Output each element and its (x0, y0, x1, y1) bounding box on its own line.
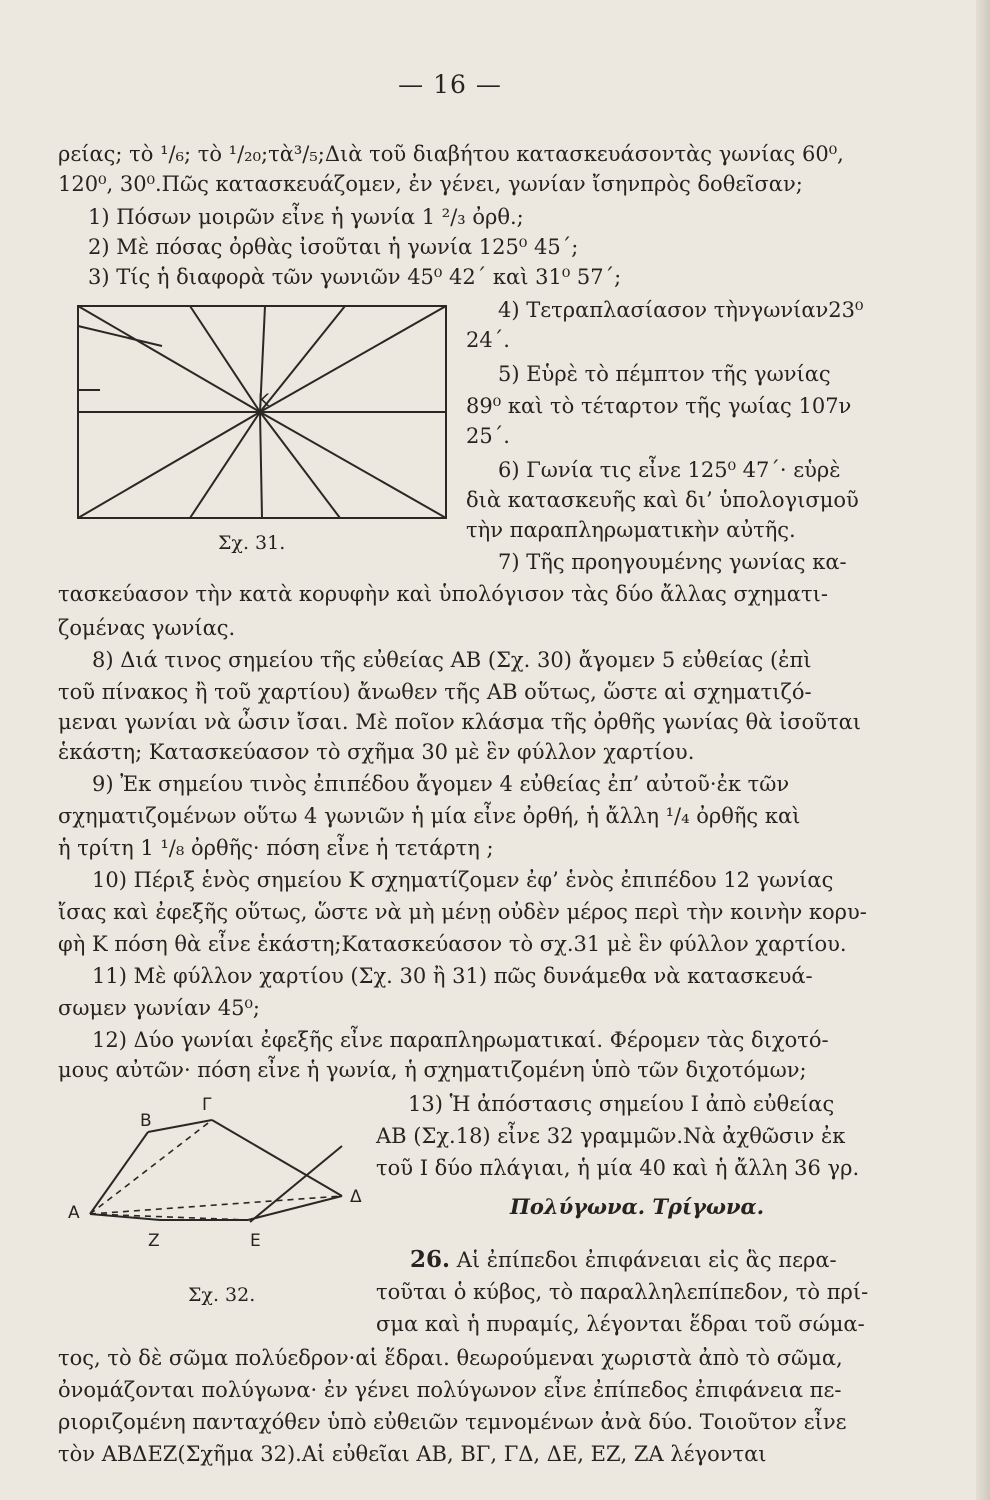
text-line: ζομένας γωνίας. (58, 616, 236, 640)
text-line: ἑκάστη; Κατασκεύασον τὸ σχῆμα 30 μὲ ἓν φύλλον χαρτίου. (58, 740, 695, 764)
vertex-label-z: Z (148, 1231, 160, 1251)
figure-31 (70, 300, 460, 560)
text-line: 24΄. (466, 328, 510, 352)
text-line: τοῦται ὁ κύβος, τὸ παραλληλεπίπεδον, τὸ πρί- (376, 1280, 869, 1304)
section-26-line (410, 1246, 837, 1274)
exercise-7: 7) Τῆς προηγουμένης γωνίας κα- (498, 550, 847, 574)
text-line: φὴ Κ πόση θὰ εἶνε ἑκάστη;Κατασκεύασον τὸ σχ.31 μὲ ἓν φύλλον χαρτίου. (58, 932, 847, 956)
text-line: τος, τὸ δὲ σῶμα πολύεδρον·αἱ ἕδραι. θεωρούμεναι χωριστὰ ἀπὸ τὸ σῶμα, (58, 1346, 843, 1370)
text-line: σχηματιζομένων οὕτω 4 γωνιῶν ἡ μία εἶνε ὀρθή, ἡ ἄλλη ¹/₄ ὀρθῆς καὶ (58, 804, 801, 828)
exercise-1: 1) Πόσων μοιρῶν εἶνε ἡ γωνία 1 ²/₃ ὀρθ.; (88, 205, 524, 229)
text-line: τὴν παραπληρωματικὴν αὐτῆς. (466, 518, 796, 542)
vertex-label-a: A (68, 1203, 80, 1223)
text-line: 89⁰ καὶ τὸ τέταρτον τῆς γωίας 107ν (466, 394, 852, 418)
vertex-label-d: Δ (350, 1187, 362, 1207)
text-line: 120⁰, 30⁰.Πῶς κατασκευάζομεν, ἐν γένει, γωνίαν ἴσηνπρὸς δοθεῖσαν; (58, 172, 803, 196)
vertex-label-g: Γ (202, 1095, 212, 1115)
vertex-label-b: B (140, 1111, 152, 1131)
text-line: ἡ τρίτη 1 ¹/₈ ὀρθῆς· πόση εἶνε ἡ τετάρτη ; (58, 836, 494, 860)
exercise-3: 3) Τίς ἡ διαφορὰ τῶν γωνιῶν 45⁰ 42΄ καὶ 31⁰ 57΄; (88, 265, 622, 289)
figure-32-caption: Σχ. 32. (188, 1284, 256, 1306)
vertex-label-e: E (250, 1231, 261, 1251)
exercise-12: 12) Δύο γωνίαι ἐφεξῆς εἶνε παραπληρωματικαί. Φέρομεν τὰς διχοτό- (92, 1028, 829, 1052)
text-line: τασκεύασον τὴν κατὰ κορυφὴν καὶ ὑπολόγισον τὰς δύο ἄλλας σχηματι- (58, 582, 828, 606)
text-line: ὀνομάζονται πολύγωνα· ἐν γένει πολύγωνον εἶνε ἐπίπεδος ἐπιφάνεια πε- (58, 1378, 842, 1402)
figure-31-caption: Σχ. 31. (218, 532, 286, 554)
exercise-2: 2) Μὲ πόσας ὀρθὰς ἰσοῦται ἡ γωνία 125⁰ 45΄; (88, 235, 579, 259)
text-line: μους αὐτῶν· πόση εἶνε ἡ γωνία, ἡ σχηματιζομένη ὑπὸ τῶν διχοτόμων; (58, 1058, 807, 1082)
text-line: ΑΒ (Σχ.18) εἶνε 32 γραμμῶν.Νὰ ἀχθῶσιν ἐκ (376, 1124, 846, 1148)
exercise-4: 4) Τετραπλασίασον τὴνγωνίαν23⁰ (498, 298, 864, 322)
text-line: 25΄. (466, 424, 510, 448)
page-edge-shadow (976, 0, 990, 1500)
exercise-9: 9) Ἐκ σημείου τινὸς ἐπιπέδου ἄγομεν 4 εὐθείας ἐπ’ αὐτοῦ·ἐκ τῶν (92, 772, 790, 796)
text-line: διὰ κατασκευῆς καὶ δι’ ὑπολογισμοῦ (466, 488, 859, 512)
exercise-10: 10) Πέριξ ἑνὸς σημείου Κ σχηματίζομεν ἐφ’ ἑνὸς ἐπιπέδου 12 γωνίας (92, 868, 834, 892)
text-line: σμα καὶ ἡ πυραμίς, λέγονται ἕδραι τοῦ σώμα- (376, 1312, 865, 1336)
figure-32 (60, 1092, 380, 1262)
exercise-13: 13) Ἡ ἀπόστασις σημείου Ι ἀπὸ εὐθείας (408, 1092, 835, 1116)
section-text: Αἱ ἐπίπεδοι ἐπιφάνειαι εἰς ἃς περα- (456, 1248, 837, 1272)
text-line: ρείας; τὸ ¹/₆; τὸ ¹/₂₀;τὰ³/₅;Διὰ τοῦ διαβήτου κατασκευάσοντὰς γωνίας 60⁰, (58, 142, 844, 166)
exercise-8: 8) Διά τινος σημείου τῆς εὐθείας ΑΒ (Σχ. 30) ἄγομεν 5 εὐθείας (ἐπὶ (92, 648, 812, 672)
exercise-11: 11) Μὲ φύλλον χαρτίου (Σχ. 30 ἢ 31) πῶς δυνάμεθα νὰ κατασκευά- (92, 964, 813, 988)
text-line: ἴσας καὶ ἐφεξῆς οὕτως, ὥστε νὰ μὴ μένῃ οὐδὲν μέρος περὶ τὴν κοινὴν κορυ- (58, 900, 867, 924)
exercise-6: 6) Γωνία τις εἶνε 125⁰ 47΄· εὑρὲ (498, 458, 841, 482)
text-line: σωμεν γωνίαν 45⁰; (58, 996, 260, 1020)
section-heading: Πολύγωνα. Τρίγωνα. (510, 1194, 765, 1219)
exercise-5: 5) Εὑρὲ τὸ πέμπτον τῆς γωνίας (498, 362, 831, 386)
section-number: 26. (410, 1246, 451, 1273)
text-line: ριοριζομένη πανταχόθεν ὑπὸ εὐθειῶν τεμνομένων ἀνὰ δύο. Τοιοῦτον εἶνε (58, 1410, 847, 1434)
figure-31-center-label: Κ (258, 391, 270, 411)
page-number: — 16 — (398, 70, 502, 99)
text-line: μεναι γωνίαι νὰ ὦσιν ἴσαι. Μὲ ποῖον κλάσμα τῆς ὀρθῆς γωνίας θὰ ἰσοῦται (58, 710, 861, 734)
text-line: τοῦ Ι δύο πλάγιαι, ἡ μία 40 καὶ ἡ ἄλλη 36 γρ. (376, 1156, 860, 1180)
text-line: τοῦ πίνακος ἢ τοῦ χαρτίου) ἄνωθεν τῆς ΑΒ οὕτως, ὥστε αἱ σχηματιζό- (58, 680, 812, 704)
text-line: τὸν ΑΒΔΕΖ(Σχῆμα 32).Αἱ εὐθεῖαι ΑΒ, ΒΓ, ΓΔ, ΔΕ, ΕΖ, ΖΑ λέγονται (58, 1442, 767, 1466)
